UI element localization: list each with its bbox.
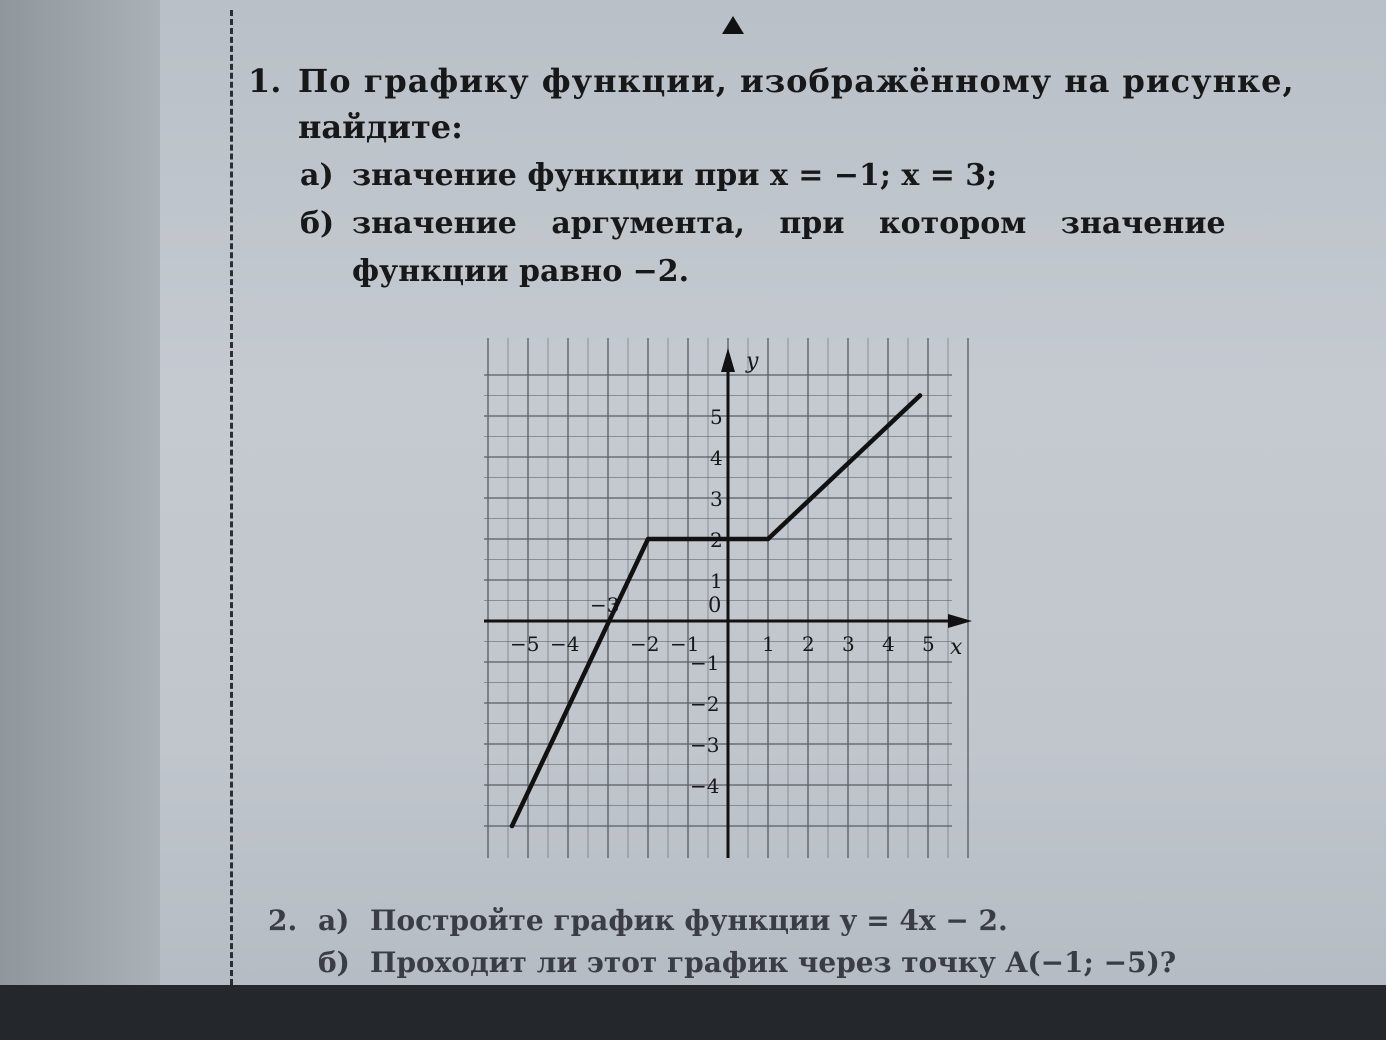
y-tick-label: 1 bbox=[710, 569, 723, 593]
problem-1-a-text: значение функции при x = −1; x = 3; bbox=[352, 158, 998, 193]
problem-1-number: 1. bbox=[248, 62, 282, 100]
x-tick-label: 1 bbox=[762, 632, 775, 656]
problem-1-b-text-line-1: значение аргумента, при котором значение bbox=[352, 206, 1226, 241]
y-tick-label: −4 bbox=[690, 774, 720, 798]
problem-1-line-1: По графику функции, изображённому на рисунке, bbox=[298, 62, 1295, 100]
x-tick-label: −1 bbox=[670, 632, 700, 656]
problem-1-b-text-line-2: функции равно −2. bbox=[352, 254, 690, 289]
y-axis-arrow-icon bbox=[721, 348, 735, 372]
y-tick-label: −2 bbox=[690, 692, 720, 716]
y-tick-label: 2 bbox=[710, 528, 723, 552]
x-tick-label: 4 bbox=[882, 632, 895, 656]
y-tick-label: 4 bbox=[710, 446, 723, 470]
problem-2-b-text: Проходит ли этот график через точку A(−1; −5)? bbox=[370, 946, 1177, 979]
line-vertex-point bbox=[510, 824, 514, 828]
problem-1-a-marker: а) bbox=[300, 158, 334, 193]
problem-1-line-2: найдите: bbox=[298, 108, 463, 146]
x-tick-label: 3 bbox=[842, 632, 855, 656]
problem-2-b-marker: б) bbox=[318, 946, 350, 979]
line-vertex-point bbox=[646, 537, 650, 541]
y-tick-label: 5 bbox=[710, 405, 723, 429]
line-vertex-point bbox=[918, 393, 922, 397]
x-tick-label: −2 bbox=[630, 632, 660, 656]
x-axis-label: x bbox=[950, 635, 963, 660]
line-vertex-point bbox=[766, 537, 770, 541]
x-tick-label: −5 bbox=[510, 632, 540, 656]
x-tick-label: 5 bbox=[922, 632, 935, 656]
problem-2-a-marker: а) bbox=[318, 904, 350, 937]
x-tick-label: −3 bbox=[590, 593, 620, 617]
problem-1-b-marker: б) bbox=[300, 206, 335, 241]
y-tick-label: −3 bbox=[690, 733, 720, 757]
problem-2-a-text: Постройте график функции y = 4x − 2. bbox=[370, 904, 1008, 937]
x-tick-label: −4 bbox=[550, 632, 580, 656]
y-tick-label: −1 bbox=[690, 651, 720, 675]
y-tick-label: 3 bbox=[710, 487, 723, 511]
problem-2-number: 2. bbox=[268, 904, 298, 937]
x-tick-label: 2 bbox=[802, 632, 815, 656]
origin-label: 0 bbox=[708, 593, 722, 617]
y-axis-label: y bbox=[746, 349, 759, 374]
